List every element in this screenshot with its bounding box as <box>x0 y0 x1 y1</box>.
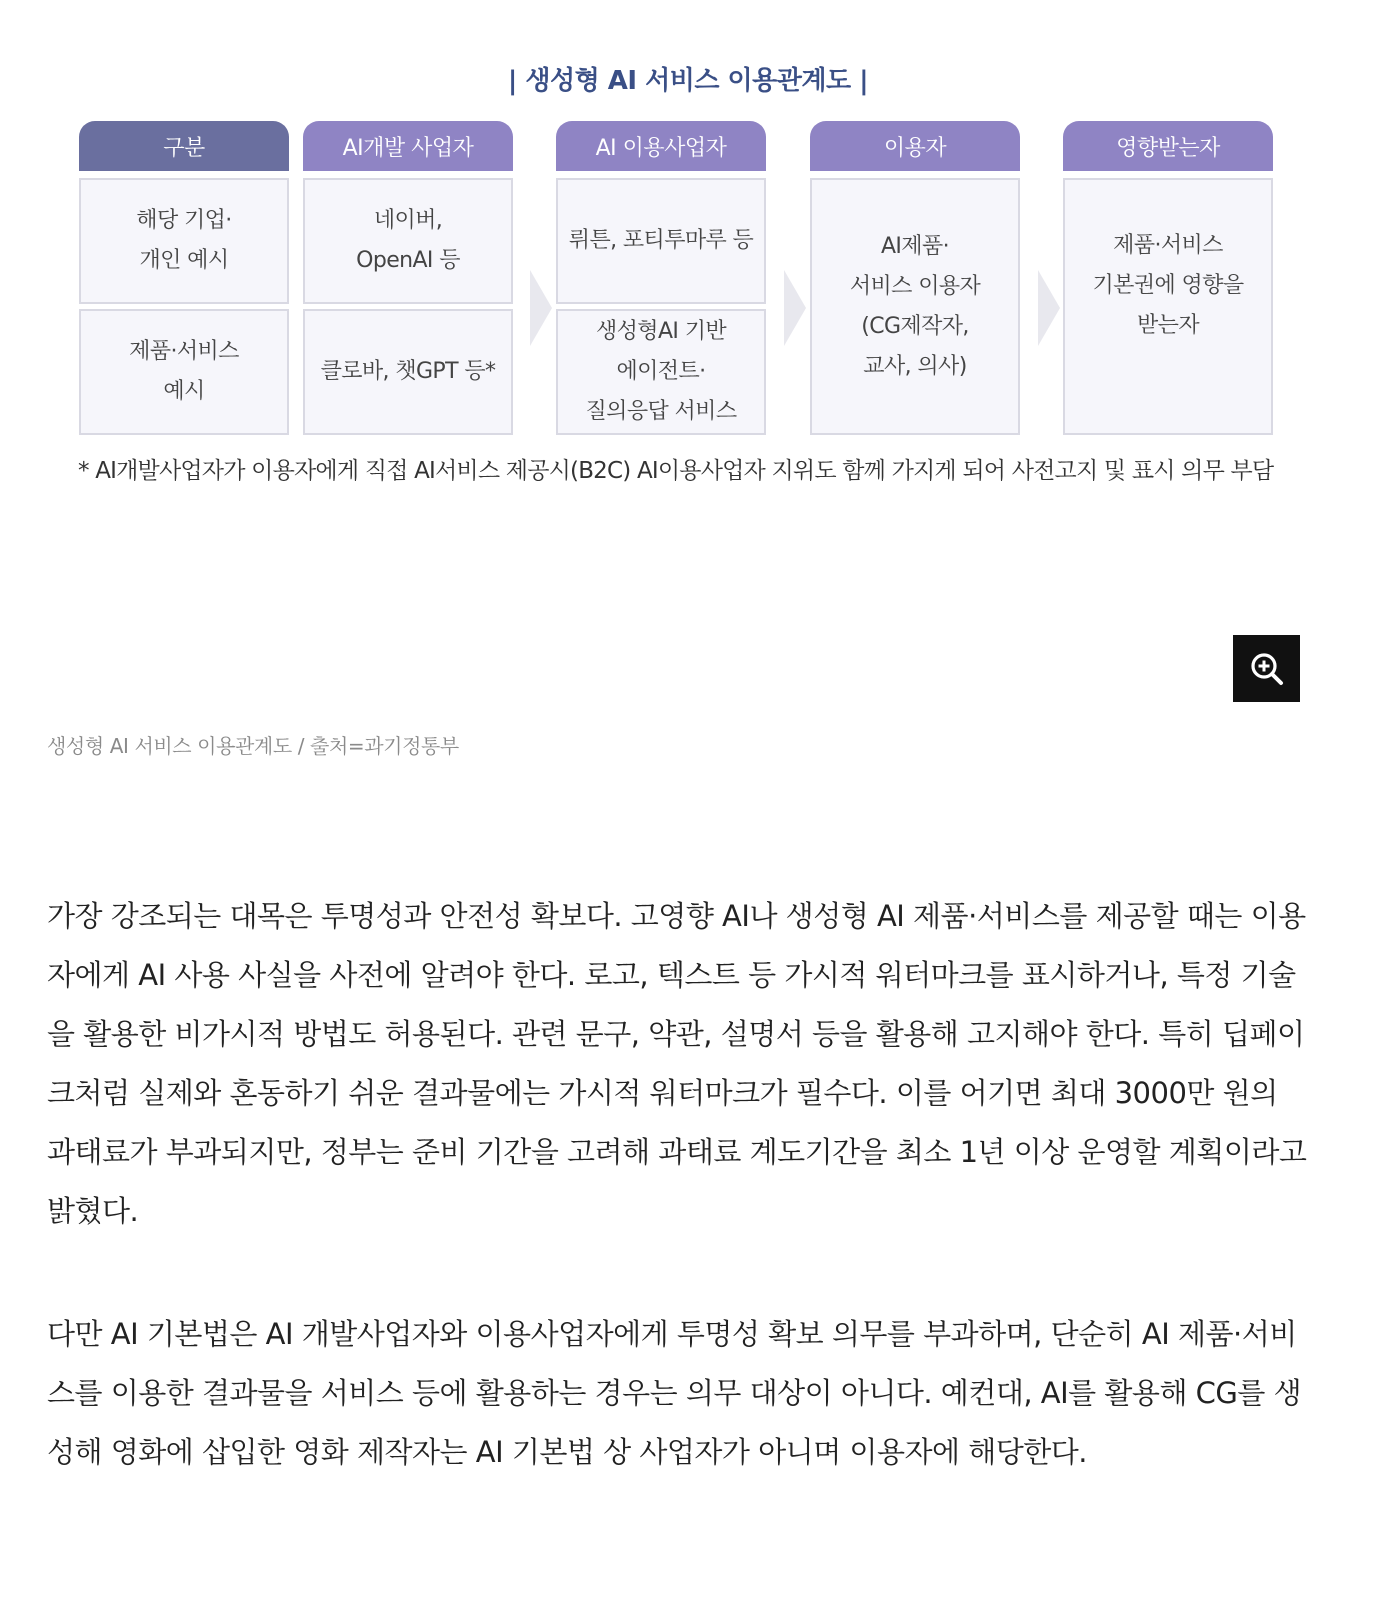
diagram-cell: 클로바, 챗GPT 등* <box>303 309 513 435</box>
image-caption: 생성형 AI 서비스 이용관계도 / 출처=과기정통부 <box>47 734 459 758</box>
column-header: 영향받는자 <box>1063 121 1273 171</box>
diagram-cell: 네이버, OpenAI 등 <box>303 178 513 304</box>
diagram-cell: 제품·서비스 예시 <box>79 309 289 435</box>
diagram-cell: 해당 기업· 개인 예시 <box>79 178 289 304</box>
diagram-title: | 생성형 AI 서비스 이용관계도 | <box>507 66 869 96</box>
diagram-footnote: * AI개발사업자가 이용자에게 직접 AI서비스 제공시(B2C) AI이용사업자 지위도 함께 가지게 되어 사전고지 및 표시 의무 부담 <box>78 458 1274 484</box>
column-header: 구분 <box>79 121 289 171</box>
zoom-button[interactable] <box>1233 635 1300 702</box>
flow-arrow-icon <box>784 270 806 346</box>
diagram-cell: 제품·서비스 기본권에 영향을 받는자 <box>1063 178 1273 435</box>
column-ai-user-business <box>556 121 766 424</box>
column-ai-developer <box>303 121 513 384</box>
flow-arrow-icon <box>1038 270 1060 346</box>
diagram-cell: 뤼튼, 포티투마루 등 <box>556 178 766 304</box>
diagram-cell: AI제품· 서비스 이용자 (CG제작자, 교사, 의사) <box>810 178 1020 435</box>
column-affected-party <box>1063 121 1273 338</box>
diagram-cell: 생성형AI 기반 에이전트· 질의응답 서비스 <box>556 309 766 435</box>
article-paragraph: 가장 강조되는 대목은 투명성과 안전성 확보다. 고영향 AI나 생성형 AI 제품·서비스를 제공할 때는 이용자에게 AI 사용 사실을 사전에 알려야 한다. 로고, 텍스트 등 가시적 워터마크를 표시하거나, 특정 기술을 활용한 비가시적 방법도 허용된다. 관련 문구, 약관, 설명서 등을 활용해 고지해야 한다. 특히 딥페이크처럼 실제와 혼동하기 쉬운 결과물에는 가시적 워터마크가 필수다. 이를 어기면 최대 3000만 원의 과태료가 부과되지만, 정부는 준비 기간을 고려해 과태료 계도기간을 최소 1년 이상 운영할 계획이라고 밝혔다. <box>47 899 1307 1228</box>
column-header: AI개발 사업자 <box>303 121 513 171</box>
relationship-diagram <box>0 0 1376 620</box>
article-paragraph: 다만 AI 기본법은 AI 개발사업자와 이용사업자에게 투명성 확보 의무를 부과하며, 단순히 AI 제품·서비스를 이용한 결과물을 서비스 등에 활용하는 경우는 의무 대상이 아니다. 예컨대, AI를 활용해 CG를 생성해 영화에 삽입한 영화 제작자는 AI 기본법 상 사업자가 아니며 이용자에 해당한다. <box>47 1317 1302 1469</box>
column-header: AI 이용사업자 <box>556 121 766 171</box>
column-header: 이용자 <box>810 121 1020 171</box>
zoom-in-icon <box>1248 650 1286 688</box>
column-category <box>79 121 289 404</box>
column-user <box>810 121 1020 379</box>
flow-arrow-icon <box>530 270 552 346</box>
